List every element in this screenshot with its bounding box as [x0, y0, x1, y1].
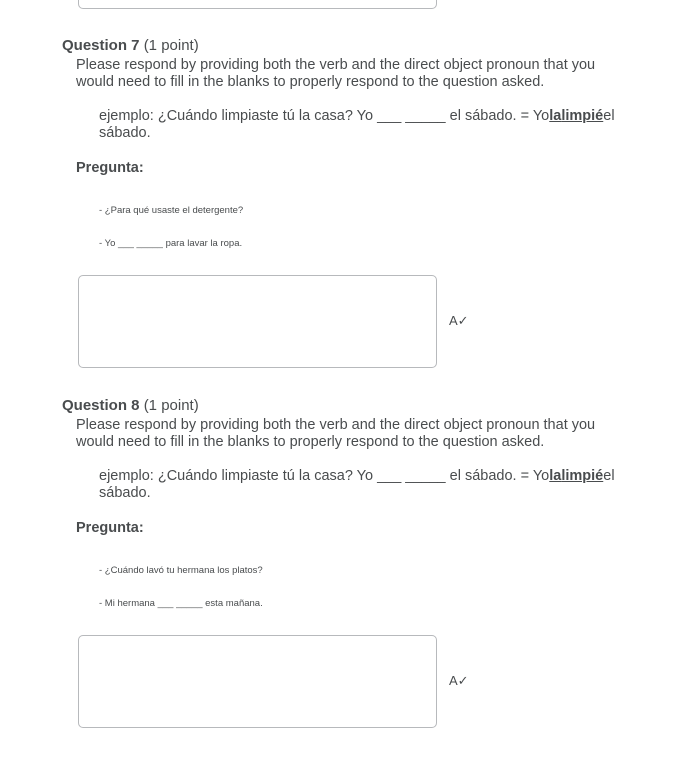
- spellcheck-icon[interactable]: A✓: [449, 313, 469, 328]
- example-pre: ejemplo: ¿Cuándo limpiaste tú la casa? Yo ___ _____ el sábado. = Yo: [99, 468, 550, 484]
- pregunta-label: Pregunta:: [76, 160, 144, 176]
- question-heading: [62, 37, 199, 54]
- example-answer-pronoun: la: [549, 468, 562, 484]
- question-points: (1 point): [143, 37, 199, 54]
- example-text: [99, 108, 629, 142]
- spellcheck-icon[interactable]: A✓: [449, 673, 469, 688]
- example-answer-verb: limpié: [561, 468, 604, 484]
- question-title: Question 7: [62, 37, 140, 54]
- question-line: - ¿Cuándo lavó tu hermana los platos?: [99, 565, 263, 576]
- example-pre: ejemplo: ¿Cuándo limpiaste tú la casa? Yo ___ _____ el sábado. = Yo: [99, 108, 550, 124]
- answer-template-line: - Mi hermana ___ _____ esta mañana.: [99, 598, 263, 609]
- example-post: el sábado.: [99, 468, 615, 501]
- question-8: [0, 397, 692, 757]
- question-heading: [62, 397, 199, 414]
- question-points: (1 point): [143, 397, 199, 414]
- example-answer-verb: limpié: [561, 108, 604, 124]
- question-prompt: Please respond by providing both the verb and the direct object pronoun that you would need to fill in the blanks to properly respond to the question asked.: [76, 57, 596, 90]
- question-prompt: Please respond by providing both the verb and the direct object pronoun that you would need to fill in the blanks to properly respond to the question asked.: [76, 417, 596, 450]
- example-post: el sábado.: [99, 108, 615, 141]
- question-line: - ¿Para qué usaste el detergente?: [99, 205, 244, 216]
- previous-answer-textarea[interactable]: [78, 0, 437, 9]
- question-title: Question 8: [62, 397, 140, 414]
- pregunta-label: Pregunta:: [76, 520, 144, 536]
- example-text: [99, 468, 629, 502]
- question-7: [0, 37, 692, 397]
- answer-textarea[interactable]: [78, 635, 437, 728]
- answer-template-line: - Yo ___ _____ para lavar la ropa.: [99, 238, 243, 249]
- example-answer-pronoun: la: [549, 108, 562, 124]
- answer-textarea[interactable]: [78, 275, 437, 368]
